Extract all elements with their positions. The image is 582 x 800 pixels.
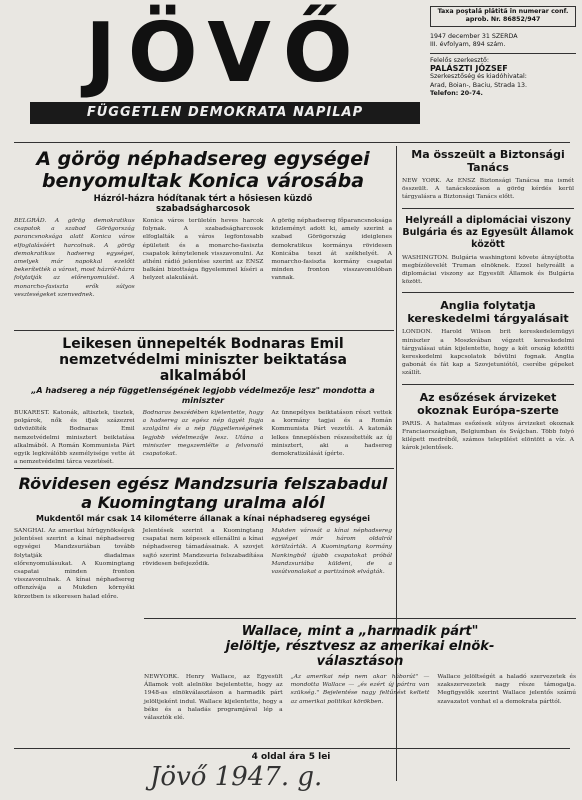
divider xyxy=(14,748,570,749)
bodnaras-headline-1: Leikesen ünnepelték Bodnaras Emil xyxy=(62,336,344,352)
masthead-title: JÖVŐ xyxy=(85,6,365,101)
phone: Telefon: 20-74. xyxy=(430,90,483,98)
mandzsuria-headline-2: a Kuomingtang uralma alól xyxy=(81,493,325,512)
side3-body: LONDON. Harold Wilson brit kereskedelemügyi miniszter a Moszkvában végzett kereskedelmi tárgyalásai után kijelentette, hogy a két ország közötti kereskedelmi kapcsolatok bővülni fognak. Anglia gabonát és fát kap a Szovjetuniótól, cserébe gépeket szállít. xyxy=(402,329,574,377)
editor-name: PALÁSZTI JÓZSEF xyxy=(430,64,508,74)
bodnaras-column-1: BUKAREST. Katonák, altisztek, tisztek, polgárok, nők és ifjak százezrei üdvözölték Bodnaras Emil nemzetvédelmi minisztert beiktatása alkalmából. A Román Kommunista Párt egyik legkiválóbb személyisége vette át a nemzetvédelmi tárca vezetését. xyxy=(14,410,135,466)
mandzsuria-column-1: SANGHAI. Az amerikai hírügynökségek jelentései szerint a kínai néphadsereg egységei Mandzsuriában tovább folytatják diadalmas előrenyomulásukat. A Kuomingtang csapatai minden fronton visszavonulnak. A kínai néphadsereg offenzívája a Mukden környéki körzetben is sikeresen halad előre. xyxy=(14,528,135,600)
wallace-headline-1: Wallace, mint a „harmadik párt" xyxy=(241,624,479,639)
lead-headline-2: benyomultak Konica városába xyxy=(41,170,365,192)
wallace-article xyxy=(144,624,576,722)
handwritten-stamp: Jövő 1947. g. xyxy=(150,762,323,792)
wallace-headline-3: választáson xyxy=(316,654,404,669)
side4-body: PARIS. A hatalmas esőzések súlyos árvizeket okoznak Franciaországban, Belgiumban és Svájcban. Több folyó kilépett medréből, számos települést elöntött a víz. A károk jelentősek. xyxy=(402,420,574,452)
issue-date: 1947 december 31 SZERDA xyxy=(430,32,518,40)
side2-body: WASHINGTON. Bulgária washingtoni követe átnyújtotta megbízólevelét Truman elnöknek. Ezzel helyreállt a diplomáciai viszony az Egyesült Államok és Bulgária között. xyxy=(402,254,574,286)
postal-notice: Taxa poştală plătită în numerar conf. aprob. Nr. 86852/947 xyxy=(430,6,576,27)
lead-column-1: BELGRÁD. A görög demokratikus csapatok a szabad Görögország parancsnoksága alatt Konica város elfoglalásáért harcolnak. A görög demokratikus hadsereg egységei, amelyek már napokkal ezelőtt bekerítették a várost, most házról-házra folytatják az előrenyomulást. A monarcho-fasiszta erők súlyos veszteségeket szenvednek. xyxy=(14,218,135,298)
wallace-column-1: NEWYORK. Henry Wallace, az Egyesült Államok volt alelnöke bejelentette, hogy az 1948-as elnökválasztáson a harmadik párt jelöltjeként indul. Wallace kijelentette, hogy a béke és a haladás programjával lép a választók elé. xyxy=(144,674,283,722)
divider xyxy=(14,468,394,469)
lead-subhead: Házról-házra hódítanak tért a hősiesen küzdő szabadságharcosok xyxy=(93,194,313,214)
masthead-banner: FÜGGETLEN DEMOKRATA NAPILAP xyxy=(30,102,420,124)
publication-info-box xyxy=(430,6,576,99)
bodnaras-column-2: Bodnaras beszédében kijelentette, hogy a hadsereg az egész nép ügyét fogja szolgálni és a nép függetlenségének legjobb védelmezője lesz. Utána a miniszter megszemlélte a felvonuló csapatokat. xyxy=(142,410,264,458)
side2-headline: Helyreáll a diplomáciai viszony Bulgária és az Egyesült Államok között xyxy=(402,214,574,250)
bodnaras-article xyxy=(14,336,392,466)
wallace-column-2: „Az amerikai nép nem akar háborút" — mondotta Wallace — „és ezért új pártra van szükség." Bejelentése nagy feltűnést keltett az amerikai politikai körökben. xyxy=(290,674,430,705)
price-label: 4 oldal ára 5 lei xyxy=(251,752,331,762)
lead-article xyxy=(14,148,392,299)
divider xyxy=(14,142,570,143)
mandzsuria-article xyxy=(14,474,392,601)
masthead xyxy=(30,6,420,126)
address: Arad, Boian-, Baciu, Strada 13. xyxy=(430,81,527,89)
mandzsuria-headline-1: Rövidesen egész Mandzsuria felszabadul xyxy=(18,474,388,493)
bodnaras-column-3: Az ünnepélyes beiktatáson részt vettek a kormány tagjai és a Román Kommunista Párt vezetői. A katonák lelkes ünneplésben részesítették az új minisztert, aki a hadsereg demokratizálását ígérte. xyxy=(271,410,393,458)
address-label: Szerkesztőség és kiadóhivatal: xyxy=(430,73,527,81)
wallace-column-3: Wallace jelöltségét a haladó szervezetek és szakszervezetek nagy része támogatja. Megfigyelők szerint Wallace jelentős számú szavazatot vonhat el a demokrata párttól. xyxy=(437,674,577,705)
mandzsuria-column-2: Jelentések szerint a Kuomingtang csapatai nem képesek ellenállni a kínai néphadsereg támadásainak. A szovjet sajtó szerint Mandzsuria felszabadítása rövidesen befejeződik. xyxy=(142,528,264,567)
divider xyxy=(14,330,394,331)
lead-column-2: Konica város területén heves harcok folynak. A szabadságharcosok elfoglalták a város legfontosabb épületeit és a monarcho-fasiszta csapatok kénytelenek visszavonulni. Az athéni rádió jelentése szerint az ENSZ balkáni bizottsága figyelemmel kíséri a helyzet alakulását. xyxy=(142,218,264,282)
wallace-headline-2: jelöltje, résztvesz az amerikai elnök- xyxy=(225,639,495,654)
bodnaras-subhead: „A hadsereg a nép függetlenségének legjobb védelmezője lesz" mondotta a miniszter xyxy=(31,386,375,405)
bodnaras-headline-2: nemzetvédelmi miniszter beiktatása xyxy=(59,352,347,368)
side1-body: NEW YORK. Az ENSZ Biztonsági Tanácsa ma ismét összeült. A tanácskozáson a görög kérdés kerül tárgyalásra a Biztonsági Tanács előtt. xyxy=(402,178,574,201)
divider xyxy=(144,618,576,619)
side1-headline: Ma összeült a Biztonsági Tanács xyxy=(411,148,565,174)
side3-headline: Anglia folytatja kereskedelmi tárgyalásait xyxy=(407,299,569,326)
lead-headline-1: A görög néphadsereg egységei xyxy=(36,148,370,170)
mandzsuria-column-3: Mukden városát a kínai néphadsereg egységei már három oldalról körülzárták. A Kuomingtang kormány Nankingból újabb csapatokat próbál Mandzsuriába küldeni, de a vasútvonalakat a partizánok elvágták. xyxy=(271,528,393,576)
lead-column-3: A görög néphadsereg főparancsnoksága közleményt adott ki, amely szerint a szabad Görögország ideiglenes demokratikus kormánya rövidesen Konicába teszi át székhelyét. A monarcho-fasiszta kormány csapatai minden fronton visszavonulóban vannak. xyxy=(271,218,393,282)
side-column xyxy=(402,148,574,452)
bodnaras-headline-3: alkalmából xyxy=(159,368,247,384)
editor-label: Felelős szerkesztő: xyxy=(430,56,490,64)
mandzsuria-subhead: Mukdentől már csak 14 kilométerre állanak a kínai néphadsereg egységei xyxy=(35,514,370,523)
side4-headline: Az esőzések árvizeket okoznak Európa-szerte xyxy=(417,390,559,417)
issue-volume: III. évfolyam, 894 szám. xyxy=(430,41,506,49)
